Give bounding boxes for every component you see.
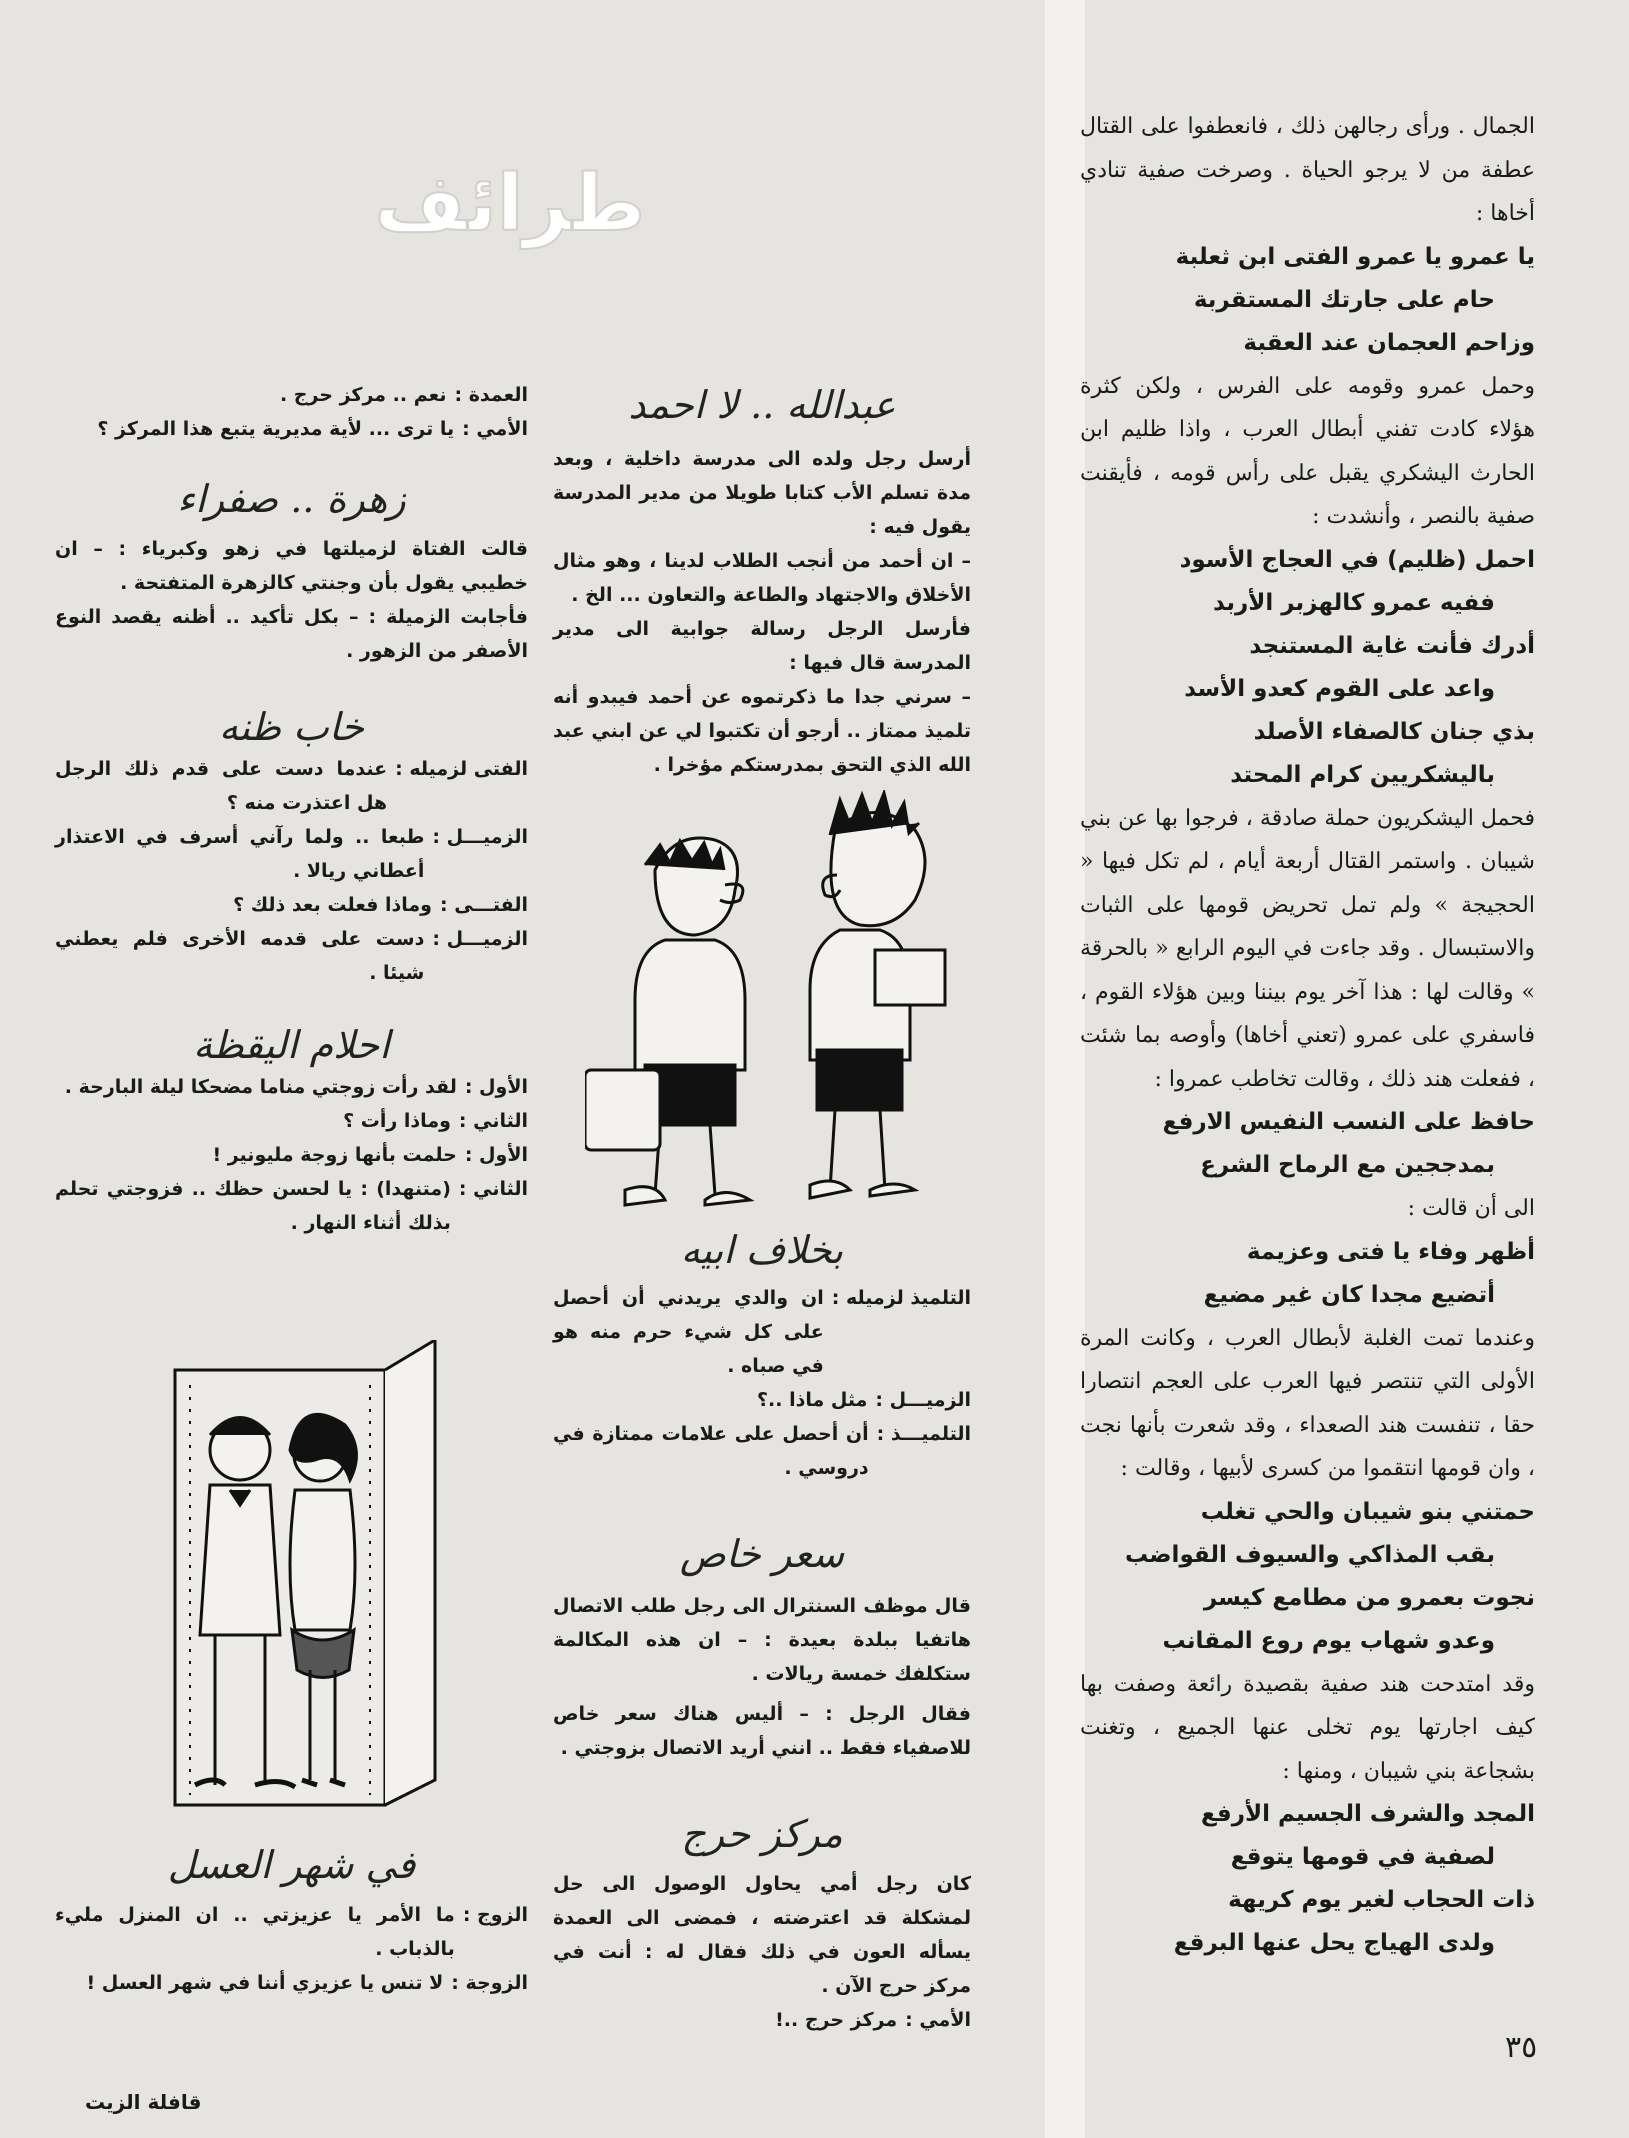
dialogue-line: [55, 922, 528, 990]
article-paragraph: وحمل عمرو وقومه على الفرس ، ولكن كثرة هؤلاء كادت تفني أبطال العرب ، واذا ظليم ابن الحارث اليشكري يقبل على رأس قومه ، فأيقنت صفية بالنصر ، وأنشدت :: [1080, 373, 1535, 529]
article-paragraph: الى أن قالت :: [1407, 1196, 1535, 1221]
poem-line: واعد على القوم كعدو الأسد: [1184, 675, 1495, 702]
dialogue-text: مركز حرج ..!: [775, 2009, 898, 2031]
section-title-graphic: [295, 145, 725, 265]
magazine-name: قافلة الزيت: [85, 2090, 202, 2114]
dialogue-speaker: الزميـــل :: [432, 826, 528, 848]
page-number: ٣٥: [1505, 2030, 1538, 2065]
khab-dialogue: [55, 752, 528, 990]
shahr-dialogue: [55, 1898, 528, 2000]
dialogue-line: [55, 1070, 528, 1104]
dialogue-text: وماذا فعلت بعد ذلك ؟: [233, 894, 432, 916]
poem-line: أتضيع مجدا كان غير مضيع: [1203, 1281, 1495, 1308]
poem-line: نجوت بعمرو من مطامع كيسر: [1203, 1584, 1535, 1611]
siir-p2: فقال الرجل : – أليس هناك سعر خاص للاصفياء فقط .. انني أريد الاتصال بزوجتي .: [553, 1703, 971, 1759]
abdullah-title: عبدالله .. لا احمد: [628, 383, 896, 427]
dialogue-line: [55, 888, 528, 922]
section-title: طرائف: [374, 159, 646, 249]
poem-line: حام على جارتك المستقربة: [1193, 286, 1495, 313]
dialogue-text: لقد رأت زوجتي مناما مضحكا ليلة البارحة .: [64, 1076, 457, 1098]
dialogue-line: [55, 378, 528, 412]
left-column: [55, 378, 528, 1240]
dialogue-text: نعم .. مركز حرج .: [279, 384, 447, 406]
poem-line: بقب المذاكي والسيوف القواضب: [1124, 1541, 1495, 1568]
dialogue-speaker: الزوج :: [462, 1904, 528, 1926]
dialogue-speaker: الثاني :: [458, 1110, 528, 1132]
poem-line: المجد والشرف الجسيم الأرفع: [1200, 1801, 1535, 1827]
abdullah-intro: أرسل رجل ولده الى مدرسة داخلية ، وبعد مدة تسلم الأب كتابا طويلا من مدير المدرسة يقول فيه :: [553, 448, 971, 538]
dialogue-speaker: الأمي :: [905, 2009, 971, 2031]
poem-line: حافظ على النسب النفيس الارفع: [1162, 1109, 1535, 1135]
dialogue-text: لا تنس يا عزيزي أننا في شهر العسل !: [86, 1972, 444, 1994]
dialogue-text: مثل ماذا ..؟: [757, 1389, 868, 1411]
article-paragraph: فحمل اليشكريون حملة صادقة ، فرجوا بها عن بني شيبان . واستمر القتال أربعة أيام ، لم تكل فيها « الحجيجة » ولم تمل تحريض قومها على الثبات والاستبسال . وقد جاءت في اليوم الرابع « بالحرقة » وقالت لها : هذا آخر يوم بيننا وبين هؤلاء القوم ، فاسفري على عمرو (تعني أخاها) وأوصه بما شئت ، ففعلت هند ذلك ، وقالت تخاطب عمروا :: [1080, 805, 1535, 1092]
dialogue-line: [553, 1417, 971, 1485]
section-title-stamp: [295, 145, 725, 265]
zahra-p1: قالت الفتاة لزميلتها في زهو وكبرياء : – ان خطيبي يقول بأن وجنتي كالزهرة المتفتحة .: [55, 538, 528, 594]
dialogue-line: [55, 1104, 528, 1138]
khilaf-title: بخلاف ابيه: [680, 1228, 844, 1272]
dialogue-line: [553, 1281, 971, 1383]
poem-line: ذات الحجاب لغير يوم كريهة: [1228, 1887, 1535, 1913]
dialogue-speaker: الأمي :: [462, 418, 528, 440]
middle-column-lower: [553, 1225, 971, 2037]
dialogue-line: [55, 752, 528, 820]
ahlam-dialogue: [55, 1070, 528, 1240]
dialogue-line: [55, 820, 528, 888]
siir-title: سعر خاص: [679, 1532, 845, 1576]
dialogue-speaker: الفتى لزميله :: [395, 758, 528, 780]
dialogue-line: [55, 1966, 528, 2000]
dialogue-speaker: الزميـــل :: [432, 928, 528, 950]
article-paragraph: وقد امتدحت هند صفية بقصيدة رائعة وصفت بها كيف اجارتها يوم تخلى عنها الجميع ، وتغنت بشجاعة بني شيبان ، ومنها :: [1080, 1671, 1535, 1784]
poem-line: ولدى الهياج يحل عنها البرقع: [1173, 1930, 1495, 1956]
dialogue-text: دست على قدمه الأخرى فلم يعطني شيئا .: [55, 928, 425, 984]
abdullah-quote2: – سرني جدا ما ذكرتموه عن أحمد فيبدو أنه تلميذ ممتاز .. أرجو أن تكتبوا لي عن ابني عبد الله الذي التحق بمدرستكم مؤخرا .: [553, 686, 971, 776]
dialogue-line: [55, 1172, 528, 1240]
two-boys-illustration: [585, 790, 985, 1240]
dialogue-text: ان والدي يريدني أن أحصل على كل شيء حرم منه هو في صباه .: [553, 1287, 824, 1377]
dialogue-speaker: الزميـــل :: [875, 1389, 971, 1411]
markaz-line: [553, 2003, 971, 2037]
dialogue-line: [55, 412, 528, 446]
abdullah-quote1: – ان أحمد من أنجب الطلاب لدينا ، وهو مثال الأخلاق والاجتهاد والطاعة والتعاون ... الخ .: [553, 550, 971, 606]
shahr-title: في شهر العسل: [167, 1843, 416, 1887]
dialogue-text: ما الأمر يا عزيزتي .. ان المنزل مليء بالذباب .: [55, 1904, 455, 1960]
dialogue-text: عندما دست على قدم ذلك الرجل هل اعتذرت منه ؟: [55, 758, 388, 814]
middle-column: [553, 380, 971, 782]
ahlam-title: احلام اليقظة: [193, 1023, 390, 1067]
siir-p1: قال موظف السنترال الى رجل طلب الاتصال هاتفيا ببلدة بعيدة : – ان هذه المكالمة ستكلفك خمسة ريالات .: [553, 1595, 971, 1685]
khilaf-dialogue: [553, 1281, 971, 1485]
dialogue-line: [553, 1383, 971, 1417]
dialogue-line: [55, 1138, 528, 1172]
dialogue-speaker: الأول :: [464, 1144, 528, 1166]
poem-line: أظهر وفاء يا فتى وعزيمة: [1246, 1238, 1535, 1265]
poem-verse: [1080, 1793, 1535, 1965]
honeymoon-couple-illustration: [170, 1340, 440, 1810]
dialogue-speaker: الأول :: [464, 1076, 528, 1098]
dialogue-text: وماذا رأت ؟: [343, 1110, 451, 1132]
dialogue-text: حلمت بأنها زوجة مليونير !: [212, 1144, 457, 1166]
poem-line: بذي جنان كالصفاء الأصلد: [1253, 718, 1535, 745]
poem-line: يا عمرو يا عمرو الفتى ابن ثعلبة: [1175, 243, 1535, 270]
left-column-lower: [55, 1840, 528, 2000]
dialogue-speaker: التلميـــذ :: [876, 1423, 971, 1445]
dialogue-speaker: الثاني :: [458, 1178, 528, 1200]
dialogue-speaker: الزوجة :: [451, 1972, 528, 1994]
page-gutter: [1045, 0, 1085, 2138]
zahra-title: زهرة .. صفراء: [177, 477, 406, 521]
poem-line: وعدو شهاب يوم روع المقانب: [1162, 1627, 1495, 1654]
poem-line: حمتني بنو شيبان والحي تغلب: [1200, 1498, 1535, 1525]
dialogue-text: طبعا .. ولما رآني أسرف في الاعتذار أعطاني ريالا .: [55, 826, 425, 882]
khab-title: خاب ظنه: [218, 705, 364, 749]
dialogue-text: يا ترى ... لأية مديرية يتبع هذا المركز ؟: [97, 418, 455, 440]
dialogue-speaker: الفتـــى :: [440, 894, 528, 916]
right-column-article: [1080, 105, 1535, 2015]
markaz-p1: كان رجل أمي يحاول الوصول الى حل لمشكلة قد اعترضته ، فمضى الى العمدة يسأله العون في ذلك فقال له : أنت في مركز حرج الآن .: [553, 1873, 971, 1997]
dialogue-line: [55, 1898, 528, 1966]
poem-verse: [1080, 236, 1535, 365]
dialogue-speaker: العمدة :: [454, 384, 528, 406]
zahra-p2: فأجابت الزميلة : – بكل تأكيد .. أظنه يقصد النوع الأصفر من الزهور .: [55, 606, 528, 662]
poem-verse: [1080, 539, 1535, 797]
poem-line: أدرك فأنت غاية المستنجد: [1249, 632, 1535, 659]
poem-line: باليشكريين كرام المحتد: [1230, 761, 1495, 788]
poem-line: احمل (ظليم) في العجاج الأسود: [1179, 546, 1535, 573]
dialogue-text: أن أحصل على علامات ممتازة في دروسي .: [553, 1423, 869, 1479]
poem-line: وزاحم العجمان عند العقبة: [1243, 329, 1535, 356]
dialogue-text: (متنهدا) : يا لحسن حظك .. فزوجتي تحلم بذلك أثناء النهار .: [55, 1178, 451, 1234]
markaz-continued-dialogue: [55, 378, 528, 446]
poem-verse: [1080, 1101, 1535, 1187]
poem-line: بمدججين مع الرماح الشرع: [1200, 1152, 1495, 1178]
dialogue-speaker: التلميذ لزميله :: [831, 1287, 971, 1309]
poem-verse: [1080, 1491, 1535, 1663]
abdullah-reply-intro: فأرسل الرجل رسالة جوابية الى مدير المدرسة قال فيها :: [553, 618, 971, 674]
article-paragraph: الجمال . ورأى رجالهن ذلك ، فانعطفوا على القتال عطفة من لا يرجو الحياة . وصرخت صفية تنادي أخاها :: [1080, 114, 1535, 226]
poem-line: لصفية في قومها يتوقع: [1230, 1844, 1495, 1870]
poem-verse: [1080, 1231, 1535, 1317]
markaz-title: مركز حرج: [681, 1812, 843, 1856]
poem-line: ففيه عمرو كالهزبر الأربد: [1213, 589, 1495, 616]
article-paragraph: وعندما تمت الغلبة لأبطال العرب ، وكانت المرة الأولى التي تنتصر فيها العرب على العجم انتصارا حقا ، تنفست هند الصعداء ، وقد شعرت بأنها نجت ، وان قومها انتقموا من كسرى لأبيها ، وقالت :: [1080, 1325, 1535, 1481]
